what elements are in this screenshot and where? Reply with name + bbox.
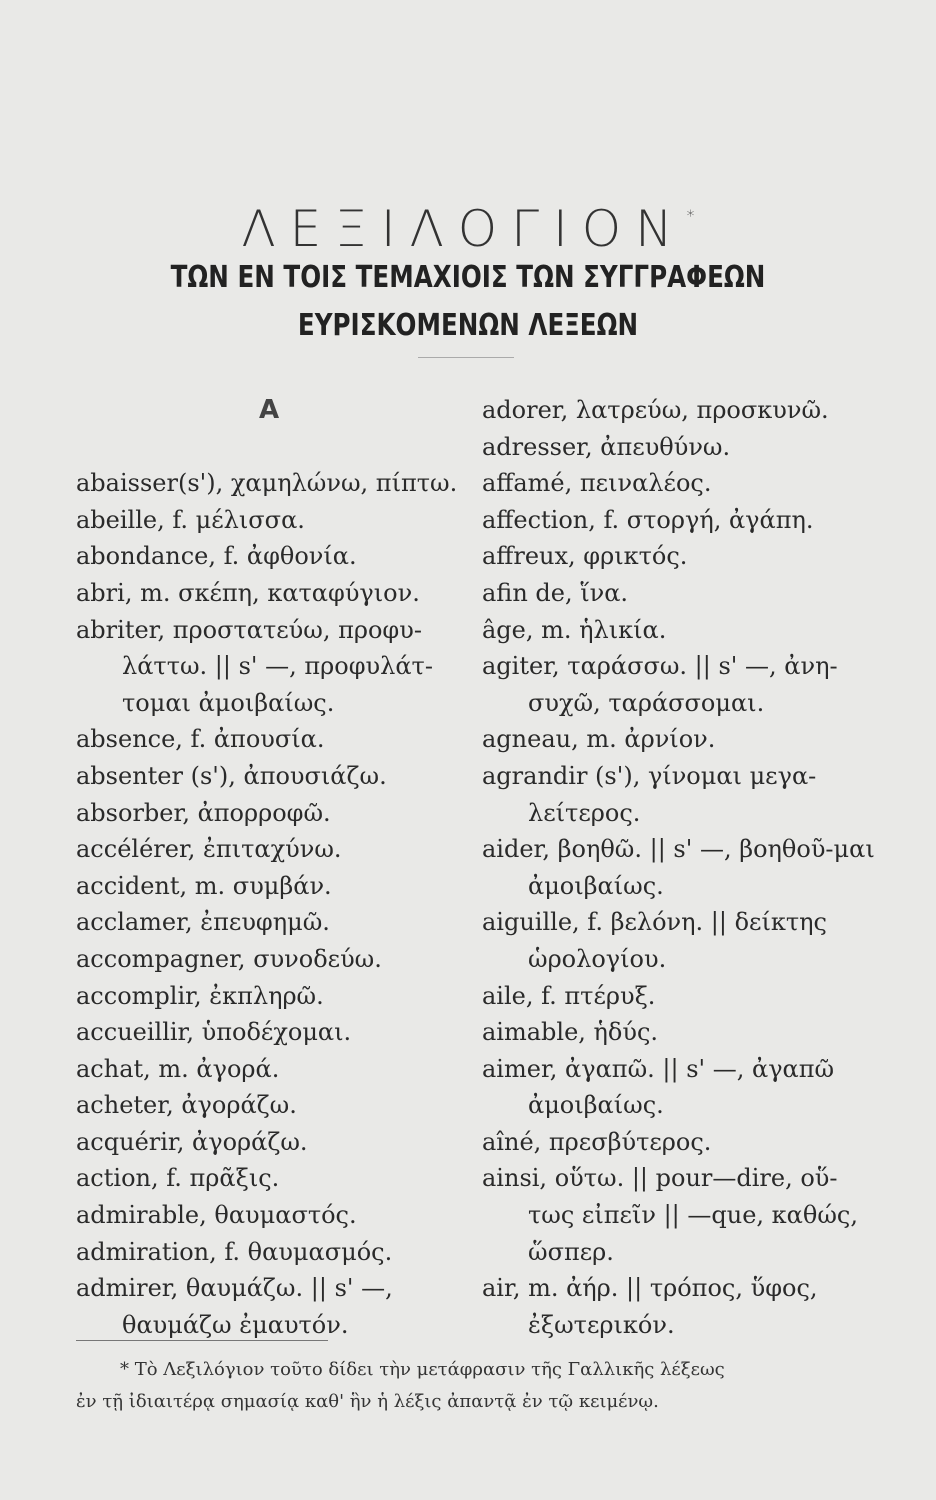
entry: ainsi, οὕτω. || pour—dire, οὕ-τως εἰπεῖν || —que, καθώς, ὥσπερ. [482,1164,858,1266]
entry: air, m. ἀήρ. || τρόπος, ὕφος, ἐξωτερικόν. [482,1274,818,1339]
entry: achat, m. ἀγορά. [76,1054,280,1083]
entry: agrandir (s'), γίνομαι μεγα-λείτερος. [482,761,817,827]
spacer [76,429,471,466]
entry: aimer, ἀγαπῶ. || s' —, ἀγαπῶ ἀμοιβαίως. [482,1054,835,1120]
left-column [76,392,471,1343]
footnote-divider [76,1340,328,1341]
entry: absorber, ἀπορροφῶ. [76,798,331,827]
entry: abaisser(s'), χαμηλώνω, πίπτω. [76,469,458,498]
entry: affamé, πειναλέος. [482,469,712,498]
subtitle-line-2: ΕΥΡΙΣΚΟΜΕΝΩΝ ΛΕΞΕΩΝ [297,308,639,343]
entry: âge, m. ἡλικία. [482,615,667,644]
entry: admirable, θαυμαστός. [76,1201,357,1230]
entry: accomplir, ἐκπληρῶ. [76,981,324,1010]
entry: accompagner, συνοδεύω. [76,944,382,973]
entry: aîné, πρεσβύτερος. [482,1127,712,1156]
entry: abriter, προστατεύω, προφυ-λάττω. || s' —, προφυλάτ-τομαι ἀμοιβαίως. [76,615,433,717]
entry: affreux, φρικτός. [482,542,688,571]
entry: acheter, ἀγοράζω. [76,1091,297,1120]
footnote [76,1354,876,1418]
entry: aider, βοηθῶ. || s' —, βοηθοῦ-μαι ἀμοιβαίως. [482,835,875,900]
entry: admirer, θαυμάζω. || s' —, θαυμάζω ἐμαυτόν. [76,1274,393,1339]
entry: acclamer, ἐπευφημῶ. [76,908,330,937]
entry: aiguille, f. βελόνη. || δείκτης ὡρολογίου. [482,908,827,973]
entry: abondance, f. ἀφθονία. [76,542,357,571]
title-text: ΛΕΞΙΛΟΓΙΟΝ [241,200,687,258]
page-title [0,200,936,258]
entry: adorer, λατρεύω, προσκυνῶ. [482,396,829,424]
entry: aile, f. πτέρυξ. [482,981,656,1010]
right-column [482,392,882,1343]
entry: acquérir, ἀγοράζω. [76,1127,308,1156]
entry: admiration, f. θαυμασμός. [76,1237,393,1266]
entry: abeille, f. μέλισσα. [76,505,305,534]
footnote-marker: * [686,206,695,225]
entry: affection, f. στοργή, ἀγάπη. [482,505,814,534]
entry: adresser, ἀπευθύνω. [482,432,731,461]
entry: absence, f. ἀπουσία. [76,725,325,754]
footnote-line-1: * Τὸ Λεξιλόγιον τοῦτο δίδει τὴν μετάφρασιν τῆς Γαλλικῆς λέξεως [120,1359,725,1380]
entry: accident, m. συμβάν. [76,871,332,900]
entry: aimable, ἡδύς. [482,1018,659,1047]
section-letter: A [259,395,280,425]
entry: action, f. πρᾶξις. [76,1164,280,1193]
entry: absenter (s'), ἀπουσιάζω. [76,761,387,790]
title-divider [418,357,514,358]
entry: accueillir, ὑποδέχομαι. [76,1018,352,1047]
footnote-line-2: ἐν τῇ ἰδιαιτέρᾳ σημασίᾳ καθ' ἣν ἡ λέξις ἀπαντᾷ ἐν τῷ κειμένῳ. [76,1391,659,1412]
subtitle-line-1: ΤΩΝ ΕΝ ΤΟΙΣ ΤΕΜΑΧΙΟΙΣ ΤΩΝ ΣΥΓΓΡΑΦΕΩΝ [170,260,766,295]
entry: accélérer, ἐπιταχύνω. [76,835,342,864]
entry: agneau, m. ἀρνίον. [482,725,716,754]
entry: afin de, ἵνα. [482,578,629,607]
entry: abri, m. σκέπη, καταφύγιον. [76,578,420,607]
entry: agiter, ταράσσω. || s' —, ἀνη-συχῶ, ταράσσομαι. [482,652,838,717]
